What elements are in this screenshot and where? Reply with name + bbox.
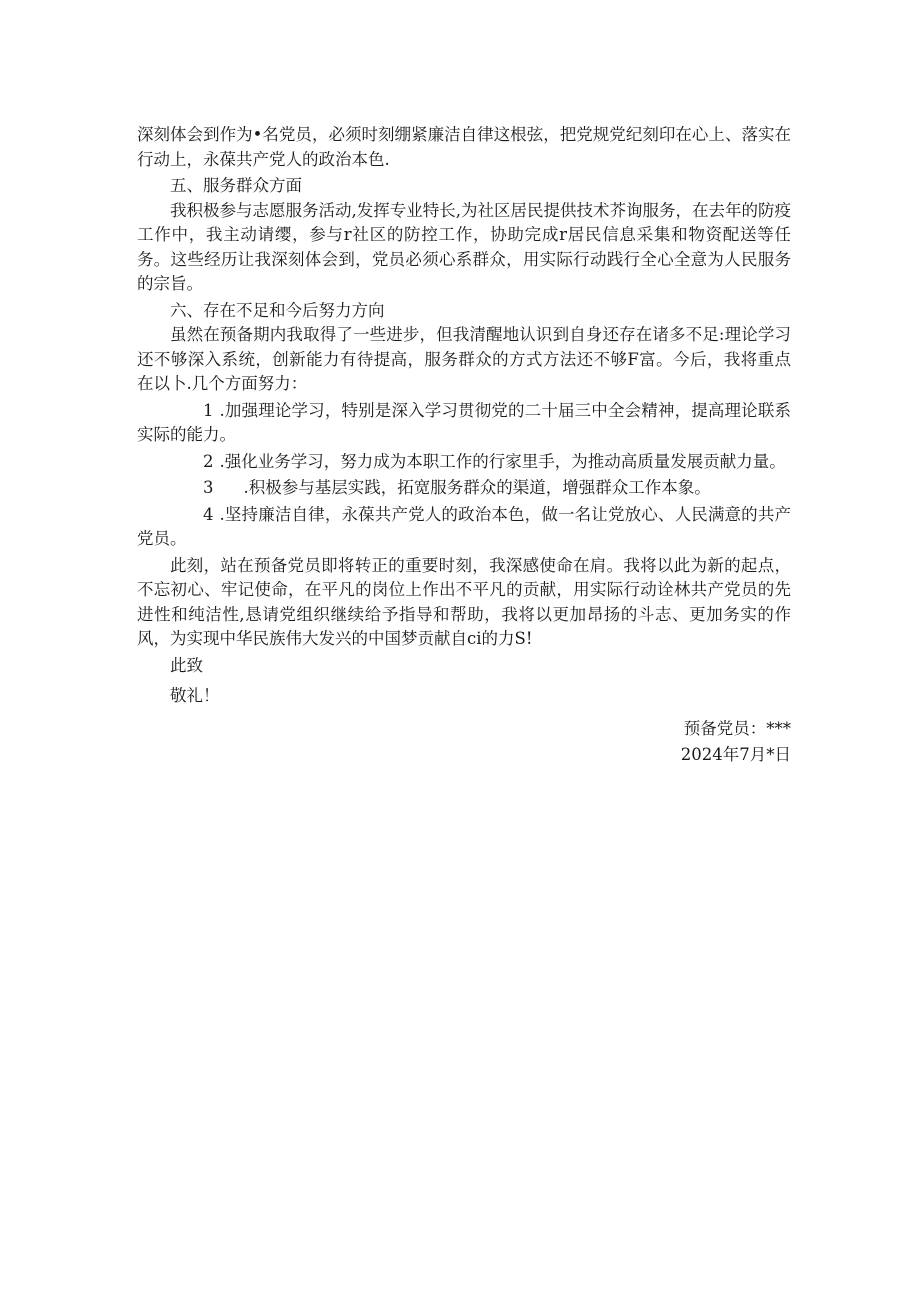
document-page: [137, 123, 791, 768]
list-item-3: [137, 476, 791, 501]
list-item-4-text: .坚持廉洁自律，永葆共产党人的政治本色，做一名让党放心、人民满意的共产党员。: [137, 504, 791, 548]
list-item-2-number: 2: [203, 451, 214, 471]
list-item-1: [137, 399, 791, 448]
section-6-body: 虽然在预备期内我取得了一些进步，但我清醒地认识到自身还存在诸多不足:理论学习还不够深入系统，创新能力有待提高，服务群众的方式方法还不够F富。今后，我将重点在以卜.几个方面努力：: [137, 325, 791, 393]
list-item-3-number: 3: [203, 478, 214, 497]
list-item-2-text: .强化业务学习，努力成为本职工作的行家里手，为推动高质量发展贡献力量。: [219, 451, 786, 471]
list-item-4: [137, 503, 791, 552]
signature: 预备党员：***: [683, 718, 791, 738]
list-item-1-number: 1: [203, 400, 214, 420]
intro-paragraph: 深刻体会到作为•名党员，必须时刻绷紧廉洁自律这根弦，把党规党纪刻印在心上、落实在行动上，永葆共产党人的政治本色.: [137, 125, 791, 169]
list-item-2: [137, 450, 791, 475]
list-item-1-text: .加强理论学习，特别是深入学习贯彻党的二十届三中全会精神，提高理论联系实际的能力。: [137, 400, 791, 444]
section-5-body: 我积极参与志愿服务活动,发挥专业特长,为社区居民提供技术芥询服务，在去年的防疫工作中，我主动请缨，参与r社区的防控工作，协助完成r居民信息采集和物资配送等任务。这些经历让我深刻体会到，党员必须心系群众，用实际行动践行全心全意为人民服务的宗旨。: [137, 200, 791, 293]
closing-respect: 敬礼！: [170, 686, 220, 705]
signature-date: 2024年7月*日: [680, 745, 791, 764]
section-6-heading: 六、存在不足和今后努力方向: [170, 300, 385, 320]
closing-salutation: 此致: [170, 655, 203, 675]
list-item-3-text: .积极参与基层实践，拓宽服务群众的渠道，增强群众工作本象。: [243, 478, 711, 497]
conclusion-paragraph: 此刻，站在预备党员即将转正的重要时刻，我深感使命在肩。我将以此为新的起点，不忘初心、牢记使命，在平凡的岗位上作出不平凡的贡献，用实际行动诠林共产党员的先进性和纯洁性,恳请党组织继续给予指导和帮助，我将以更加昂扬的斗志、更加务实的作风，为实现中华民族伟大发兴的中国梦贡献自ci的力S!: [137, 555, 791, 648]
section-5-heading: 五、服务群众方面: [170, 176, 302, 195]
list-item-4-number: 4: [203, 504, 214, 524]
